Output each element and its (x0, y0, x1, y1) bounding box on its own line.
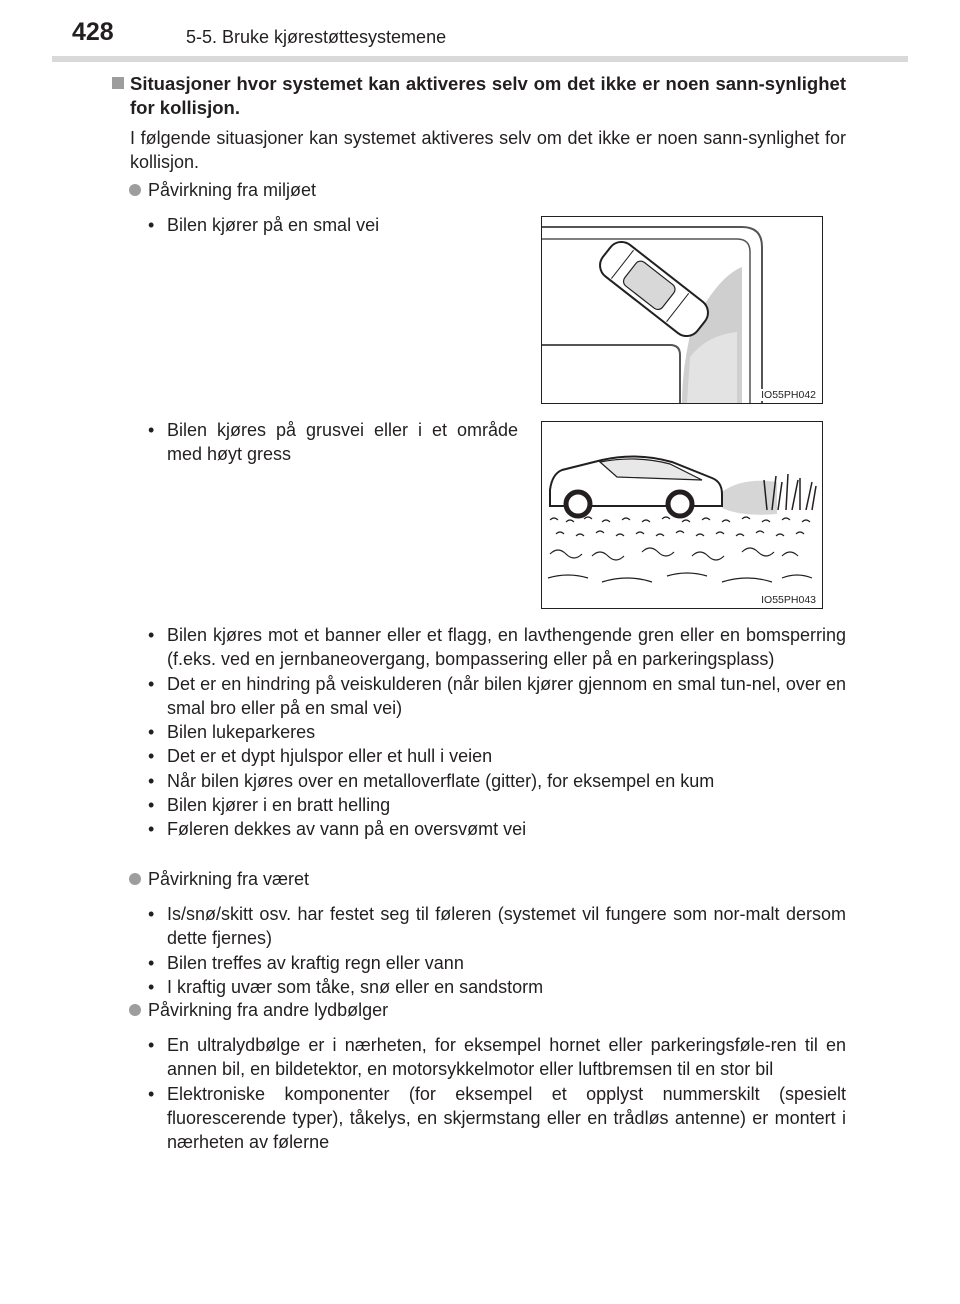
figure-gravel-road (541, 421, 823, 609)
narrow-road-illustration (542, 217, 822, 403)
environment-list-gravel (148, 418, 518, 467)
list-item: • Elektroniske komponenter (for eksempel et opplyst nummerskilt (spesielt fluorescerende typer), tåkelys, en skjermstang eller en trådløs antenne) er montert i nærheten av følerne (148, 1082, 846, 1155)
list-item: • En ultralydbølge er i nærheten, for eksempel hornet eller parkeringsføle-ren til en annen bil, en bildetektor, en motorsykkelmotor eller luftbremsen til en stor bil (148, 1033, 846, 1082)
list-item: • Bilen lukeparkeres (148, 720, 846, 744)
list-item: • Bilen kjører på en smal vei (148, 213, 518, 237)
list-item: • I kraftig uvær som tåke, snø eller en sandstorm (148, 975, 846, 999)
page-number: 428 (72, 18, 114, 46)
list-item: • Bilen kjøres mot et banner eller et flagg, en lavthengende gren eller en bomsperring (f.eks. ved en jernbaneovergang, bompassering eller på en parkeringsplass) (148, 623, 846, 672)
gravel-road-illustration (542, 422, 822, 608)
list-item: • Det er et dypt hjulspor eller et hull i veien (148, 744, 846, 768)
sound-title: Påvirkning fra andre lydbølger (148, 1000, 389, 1020)
list-item: • Bilen kjører i en bratt helling (148, 793, 846, 817)
weather-list (148, 902, 846, 999)
figure-code: IO55PH042 (761, 389, 816, 401)
list-item: • Når bilen kjøres over en metalloverflate (gitter), for eksempel en kum (148, 769, 846, 793)
environment-title: Påvirkning fra miljøet (148, 180, 317, 200)
list-item: • Føleren dekkes av vann på en oversvømt vei (148, 817, 846, 841)
list-item: • Bilen treffes av kraftig regn eller vann (148, 951, 846, 975)
sound-list (148, 1033, 846, 1154)
bullet-dot-icon (129, 184, 141, 196)
intro-paragraph: I følgende situasjoner kan systemet aktiveres selv om det ikke er noen sann-synlighet for kollisjon. (130, 128, 846, 172)
bullet-dot-icon (129, 1004, 141, 1016)
figure-narrow-road (541, 216, 823, 404)
environment-list-narrow (148, 213, 518, 237)
section-title: 5-5. Bruke kjørestøttesystemene (186, 27, 447, 47)
figure-code: IO55PH043 (761, 594, 816, 606)
list-item: • Bilen kjøres på grusvei eller i et område med høyt gress (148, 418, 518, 467)
list-item: • Is/snø/skitt osv. har festet seg til føleren (systemet vil fungere som nor-malt dersom dette fjernes) (148, 902, 846, 951)
section-heading: Situasjoner hvor systemet kan aktiveres selv om det ikke er noen sann-synlighet for kollisjon. (130, 73, 846, 118)
weather-title: Påvirkning fra været (148, 869, 310, 889)
heading-square-icon (112, 77, 124, 89)
environment-list (148, 623, 846, 842)
header-rule (52, 56, 908, 62)
bullet-dot-icon (129, 873, 141, 885)
list-item: • Det er en hindring på veiskulderen (når bilen kjører gjennom en smal tun-nel, over en smal bro eller på en smal vei) (148, 672, 846, 721)
